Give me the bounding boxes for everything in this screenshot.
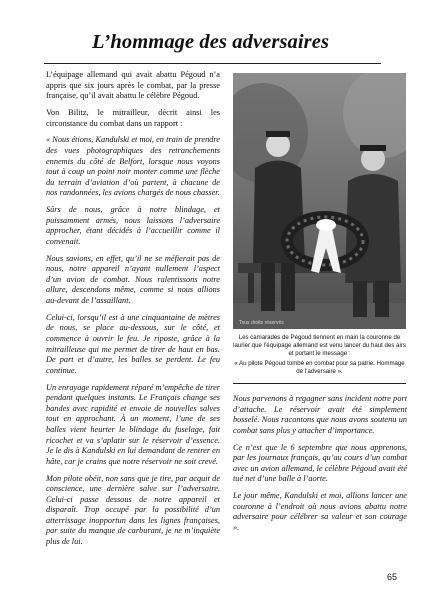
paragraph-report-5: Un enrayage rapidement réparé m’empêche de tirer pendant quelques instants. Le Français change ses bandes avec rapidité et envoie de nouvelles salves tout en approchant. À un moment, l’une de ses balles vient heurter le blindage du fuselage, fait ricochet et va s’aplatir sur le réservoir d’essence. Je le dis à Kandulski en lui demandant de rentrer en hâte, car je crains que notre réservoir ne soit crevé. (46, 382, 220, 466)
paragraph-report-3: Nous savions, en effet, qu’il ne se méfierait pas de nous, notre appareil n’ayant nullement l’aspect d’un avion de combat. Nous ralentissons notre allure, descendons même, comme si nous allions au-devant de l’assaillant. (46, 253, 220, 306)
paragraph-report-6: Mon pilote obéit, non sans que je tire, par acquit de conscience, une dernière salve sur l’adversaire. Celui-ci passe dessous de notre appareil et disparaît. Trop occupé par la possibilité d’un atterrissage inopportun dans les lignes françaises, par suite du manque de carburant, je ne m’inquiète plus de lui. (46, 473, 220, 547)
paragraph-report-4: Celui-ci, lorsqu’il est à une cinquantaine de mètres de nous, se place au-dessous, sur le côté, et commence à ouvrir le feu. Je riposte, grâce à la mitrailleuse qui me permet de tirer de haut en bas. De part et d’autre, les balles se perdent. Le feu continue. (46, 312, 220, 375)
page-title: L’hommage des adversaires (91, 31, 330, 53)
caption-rule (233, 383, 406, 384)
caption-line: « Au pilote Pégoud tombé en combat pour sa patrie. Hommage de l’adversaire ». (234, 360, 405, 375)
caption-line: Les camarades de Pégoud tiennent en main la couronne de laurier que l’équipage allemand est venu lancer du haut des airs et portant le message : (233, 334, 406, 357)
photo-caption (232, 334, 407, 378)
paragraph-von-bilitz: Von Bilitz, le mitrailleur, décrit ainsi les circonstance du combat dans un rapport : (46, 107, 220, 128)
left-column (46, 70, 220, 554)
title-rule (44, 63, 381, 64)
paragraph-report-7: Nous parvenons à regagner sans incident notre port d’attache. Le réservoir avait été simplement bosselé. Nous racontons que nous avons soutenu un combat sans plus y attacher d’importance. (233, 394, 407, 435)
page-number: 65 (386, 572, 397, 582)
paragraph-report-9: Le jour même, Kandulski et moi, allions lancer une couronne à l’endroit où nous avions abattu notre adversaire pour célébrer sa valeur et son courage ». (233, 491, 407, 532)
right-column (233, 394, 407, 540)
paragraph-intro: L’équipage allemand qui avait abattu Pégoud n’a appris que six jours après le combat, par la presse française, qu’il avait abattu le célèbre Pégoud. (46, 70, 220, 101)
paragraph-report-8: Ce n’est que le 6 septembre que nous apprenons, par les journaux français, qu’au cours d’un combat avec un avion allemand, le célèbre Pégoud avait été tué net d’une balle à l’aorte. (233, 442, 407, 484)
historical-photo (233, 73, 406, 329)
photo-watermark: Tous droits réservés (239, 320, 284, 326)
photo-illustration (233, 73, 406, 329)
paragraph-report-1: « Nous étions, Kandulski et moi, en train de prendre des vues photographiques des retranchements ennemis du côté de Belfort, lorsque nous voyons tout à coup un point noir monter comme une flèche du terrain d’aviation d’où partent, à chacune de nos randonnées, les avions chargés de nous chasser. (46, 135, 220, 198)
paragraph-report-2: Sûrs de nous, grâce à notre blindage, et puissamment armés, nous laissons l’adversaire approcher, étant décidés à l’accueillir comme il convenait. (46, 205, 220, 246)
